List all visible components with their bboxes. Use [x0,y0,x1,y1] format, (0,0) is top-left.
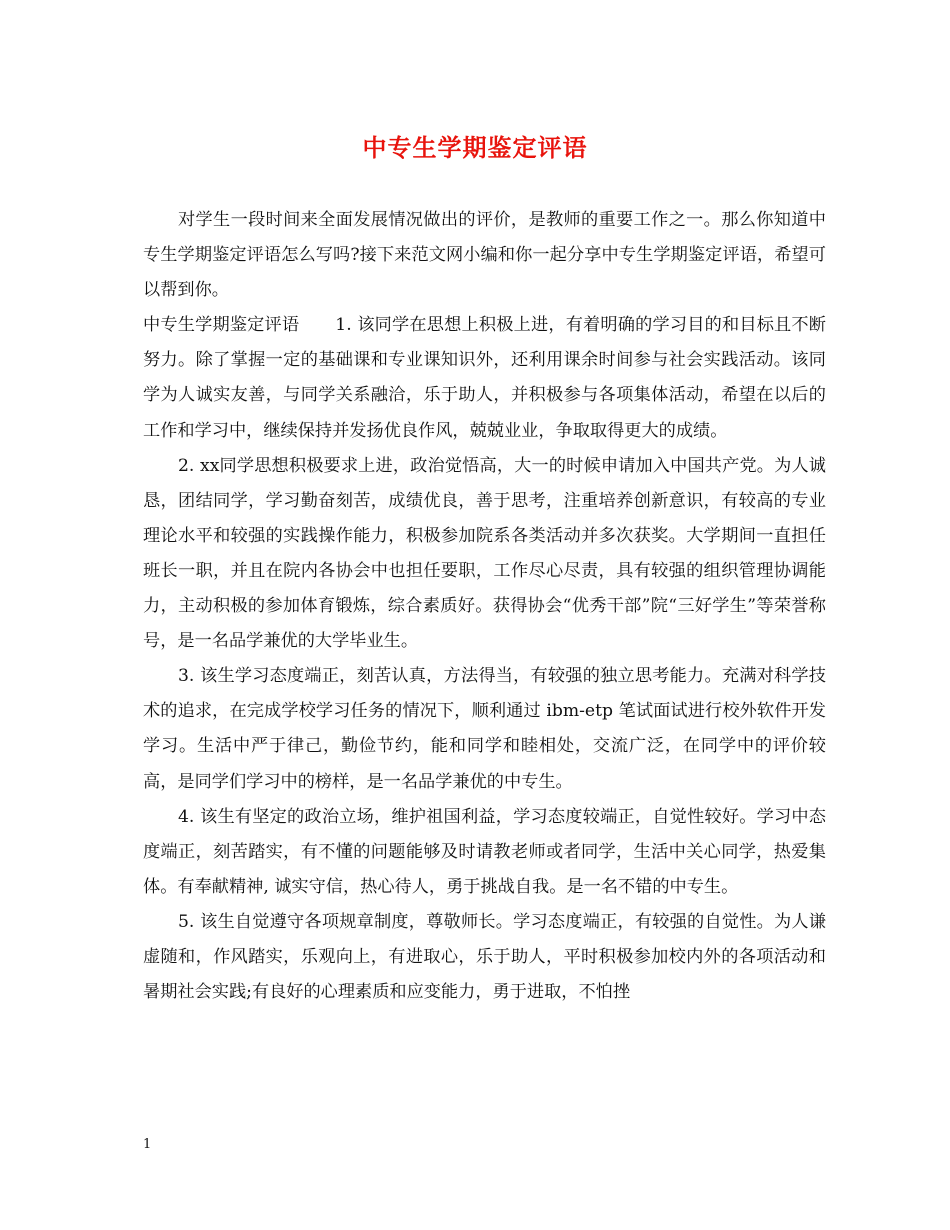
paragraph-1-text: 1. 该同学在思想上积极上进，有着明确的学习目的和目标且不断努力。除了掌握一定的基础课和专业课知识外，还利用课余时间参与社会实践活动。该同学为人诚实友善，与同学关系融洽，乐于助人，并积极参与各项集体活动，希望在以后的工作和学习中，继续保持并发扬优良作风，兢兢业业，争取取得更大的成绩。 [143,315,826,441]
intro-paragraph: 对学生一段时间来全面发展情况做出的评价，是教师的重要工作之一。那么你知道中专生学期鉴定评语怎么写吗?接下来范文网小编和你一起分享中专生学期鉴定评语，希望可以帮到你。 [143,210,826,301]
document-body [143,203,826,1010]
paragraph-3: 3. 该生学习态度端正，刻苦认真，方法得当，有较强的独立思考能力。充满对科学技术的追求，在完成学校学习任务的情况下，顺利通过 ibm-etp 笔试面试进行校外软件开发学习。生活中严于律己，勤俭节约，能和同学和睦相处，交流广泛，在同学中的评价较高，是同学们学习中的榜样，是一名品学兼优的中专生。 [143,666,826,792]
document-title: 中专生学期鉴定评语 [362,133,588,162]
section-paragraph-1 [143,308,826,448]
page-number: 1 [143,1137,152,1152]
paragraph-4: 4. 该生有坚定的政治立场，维护祖国利益，学习态度较端正，自觉性较好。学习中态度端正，刻苦踏实，有不懂的问题能够及时请教老师或者同学，生活中关心同学，热爱集体。有奉献精神, 诚实守信，热心待人，勇于挑战自我。是一名不错的中专生。 [143,806,826,897]
paragraph-2: 2. xx同学思想积极要求上进，政治觉悟高，大一的时候申请加入中国共产党。为人诚恳，团结同学，学习勤奋刻苦，成绩优良，善于思考，注重培养创新意识，有较高的专业理论水平和较强的实践操作能力，积极参加院系各类活动并多次获奖。大学期间一直担任班长一职，并且在院内各协会中也担任要职，工作尽心尽责，具有较强的组织管理协调能力，主动积极的参加体育锻炼，综合素质好。获得协会“优秀干部”院“三好学生”等荣誉称号，是一名品学兼优的大学毕业生。 [143,455,826,652]
paragraph-5: 5. 该生自觉遵守各项规章制度，尊敬师长。学习态度端正，有较强的自觉性。为人谦虚随和，作风踏实，乐观向上，有进取心，乐于助人，平时积极参加校内外的各项活动和暑期社会实践;有良好的心理素质和应变能力，勇于进取，不怕挫 [143,911,826,1003]
section-label: 中专生学期鉴定评语 [143,315,300,336]
